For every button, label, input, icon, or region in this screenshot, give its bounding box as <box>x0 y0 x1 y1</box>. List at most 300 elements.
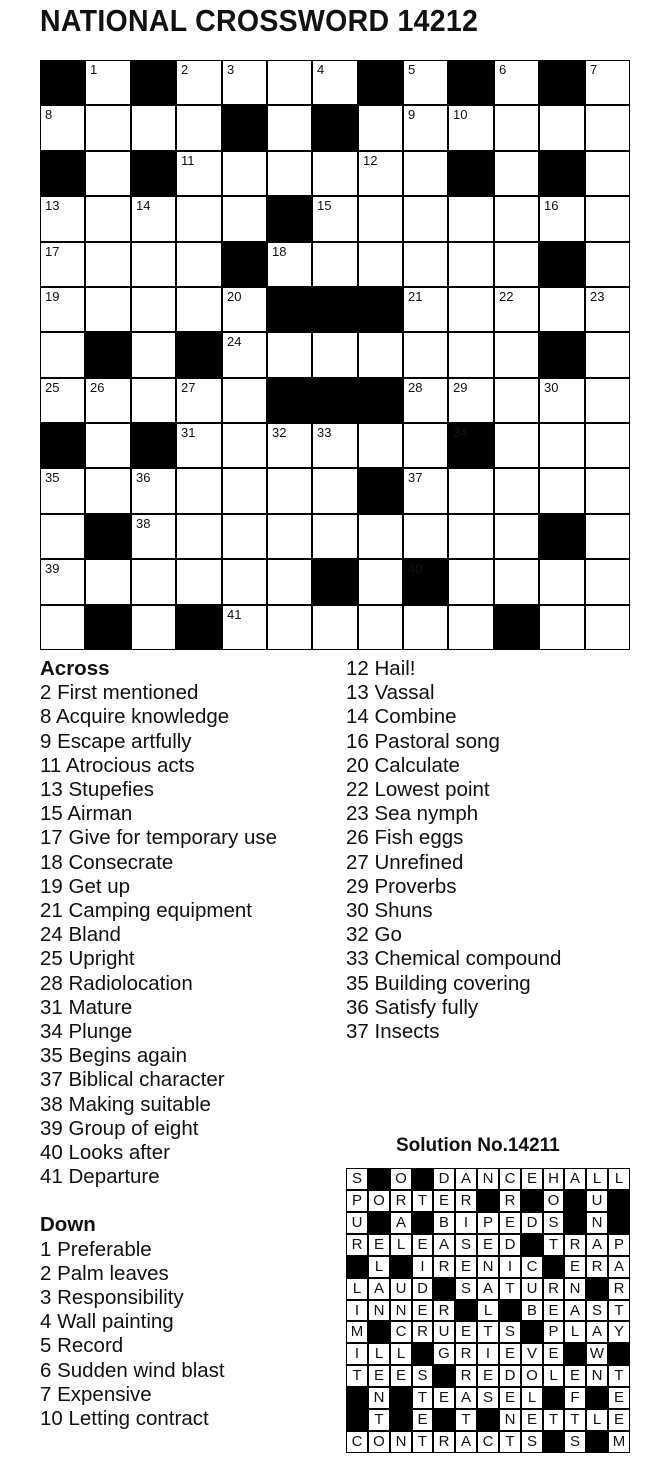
clue-number: 30 <box>544 380 559 395</box>
answer-square[interactable] <box>404 197 447 241</box>
solution-letter: I <box>478 1344 498 1364</box>
answer-square[interactable] <box>86 152 130 195</box>
solution-letter: I <box>456 1213 476 1233</box>
answer-square[interactable] <box>41 197 84 241</box>
solution-letter: L <box>347 1279 367 1299</box>
solution-letter: C <box>500 1169 520 1189</box>
answer-square[interactable] <box>313 424 357 467</box>
answer-square[interactable] <box>495 333 538 377</box>
black-square <box>449 424 493 467</box>
answer-square[interactable] <box>177 197 221 241</box>
answer-square[interactable] <box>586 469 629 513</box>
clue-item: 4 Wall painting <box>40 1310 174 1334</box>
black-square <box>132 424 175 467</box>
answer-square[interactable] <box>313 197 357 241</box>
solution-letter: N <box>500 1410 520 1430</box>
solution-letter: E <box>565 1257 585 1277</box>
answer-square[interactable] <box>586 243 629 286</box>
solution-letter: A <box>565 1301 585 1320</box>
black-square <box>132 152 175 195</box>
answer-square[interactable] <box>359 560 402 604</box>
answer-square[interactable] <box>86 379 130 422</box>
answer-square[interactable] <box>177 515 221 558</box>
answer-square[interactable] <box>540 606 584 649</box>
solution-letter: U <box>522 1279 542 1299</box>
answer-square[interactable] <box>132 243 175 286</box>
clue-item: 21 Camping equipment <box>40 899 252 923</box>
solution-letter: T <box>609 1301 629 1320</box>
clue-number: 36 <box>136 470 151 485</box>
black-square <box>86 606 130 649</box>
crossword-grid <box>40 60 630 650</box>
clue-column-left <box>40 657 277 1431</box>
answer-square[interactable] <box>449 515 493 558</box>
answer-square[interactable] <box>132 333 175 377</box>
clue-number: 21 <box>408 289 423 304</box>
solution-letter: E <box>478 1366 498 1386</box>
answer-square[interactable] <box>177 379 221 422</box>
solution-letter: R <box>500 1191 520 1211</box>
answer-square[interactable] <box>177 288 221 331</box>
answer-square[interactable] <box>268 469 311 513</box>
clue-number: 20 <box>227 289 242 304</box>
black-square <box>177 333 221 377</box>
answer-square[interactable] <box>495 560 538 604</box>
answer-square[interactable] <box>540 560 584 604</box>
solution-letter: E <box>369 1366 389 1386</box>
solution-letter: U <box>391 1279 411 1299</box>
answer-square[interactable] <box>495 515 538 558</box>
clue-number: 18 <box>272 244 287 259</box>
clue-item: 5 Record <box>40 1334 124 1358</box>
black-square <box>268 288 311 331</box>
answer-square[interactable] <box>41 560 84 604</box>
answer-square[interactable] <box>223 469 266 513</box>
solution-letter: W <box>587 1344 607 1364</box>
answer-square[interactable] <box>86 560 130 604</box>
solution-letter: I <box>500 1257 520 1277</box>
clue-item: 33 Chemical compound <box>346 947 562 971</box>
black-square <box>540 152 584 195</box>
solution-letter: T <box>500 1279 520 1299</box>
solution-letter: A <box>565 1169 585 1189</box>
solution-letter: V <box>522 1344 542 1364</box>
answer-square[interactable] <box>586 424 629 467</box>
answer-square[interactable] <box>86 243 130 286</box>
answer-square[interactable] <box>449 106 493 150</box>
answer-square[interactable] <box>313 152 357 195</box>
answer-square[interactable] <box>449 243 493 286</box>
solution-letter: L <box>369 1344 389 1364</box>
clue-number: 33 <box>317 425 332 440</box>
solution-letter: I <box>347 1301 367 1320</box>
black-square <box>359 469 402 513</box>
clue-number: 9 <box>408 107 416 122</box>
down-clue-list-continued <box>346 657 561 1044</box>
solution-letter: R <box>565 1235 585 1255</box>
answer-square[interactable] <box>586 152 629 195</box>
answer-square[interactable] <box>359 197 402 241</box>
answer-square[interactable] <box>268 606 311 649</box>
answer-square[interactable] <box>540 379 584 422</box>
black-square <box>449 152 493 195</box>
solution-letter: R <box>609 1279 629 1299</box>
answer-square[interactable] <box>41 243 84 286</box>
solution-letter: L <box>369 1257 389 1277</box>
solution-letter: C <box>391 1322 411 1342</box>
clue-number: 35 <box>45 470 60 485</box>
solution-letter: E <box>413 1235 432 1255</box>
solution-letter: T <box>413 1388 432 1408</box>
clue-number: 38 <box>136 516 151 531</box>
clue-number: 31 <box>181 425 196 440</box>
solution-letter: P <box>478 1213 498 1233</box>
solution-letter: A <box>456 1432 476 1452</box>
answer-square[interactable] <box>404 243 447 286</box>
answer-square[interactable] <box>41 379 84 422</box>
solution-letter: L <box>587 1169 607 1189</box>
answer-square[interactable] <box>586 515 629 558</box>
solution-letter: O <box>391 1169 411 1189</box>
answer-square[interactable] <box>449 560 493 604</box>
answer-square[interactable] <box>586 333 629 377</box>
black-square <box>177 606 221 649</box>
answer-square[interactable] <box>313 243 357 286</box>
solution-letter: T <box>565 1410 585 1430</box>
answer-square[interactable] <box>223 197 266 241</box>
answer-square[interactable] <box>223 379 266 422</box>
answer-square[interactable] <box>86 469 130 513</box>
answer-square[interactable] <box>223 606 266 649</box>
answer-square[interactable] <box>268 333 311 377</box>
answer-square[interactable] <box>495 197 538 241</box>
answer-square[interactable] <box>268 515 311 558</box>
solution-letter: E <box>456 1322 476 1342</box>
answer-square[interactable] <box>359 243 402 286</box>
solution-letter: E <box>391 1366 411 1386</box>
answer-square[interactable] <box>404 152 447 195</box>
solution-letter: A <box>587 1322 607 1342</box>
answer-square[interactable] <box>540 288 584 331</box>
answer-square[interactable] <box>41 515 84 558</box>
answer-square[interactable] <box>359 424 402 467</box>
answer-square[interactable] <box>268 424 311 467</box>
clue-number: 32 <box>272 425 287 440</box>
solution-letter: U <box>587 1191 607 1211</box>
solution-letter: P <box>609 1235 629 1255</box>
clue-item: 37 Insects <box>346 1020 440 1044</box>
clue-item: 19 Get up <box>40 874 131 898</box>
answer-square[interactable] <box>495 61 538 104</box>
answer-square[interactable] <box>449 379 493 422</box>
clue-item: 13 Vassal <box>346 681 435 705</box>
solution-letter: R <box>413 1322 432 1342</box>
solution-letter: E <box>456 1257 476 1277</box>
solution-letter: N <box>391 1301 411 1320</box>
answer-square[interactable] <box>495 106 538 150</box>
solution-letter: D <box>413 1279 432 1299</box>
answer-square[interactable] <box>132 288 175 331</box>
answer-square[interactable] <box>177 106 221 150</box>
clue-item: 23 Sea nymph <box>346 802 479 826</box>
answer-square[interactable] <box>177 152 221 195</box>
answer-square[interactable] <box>268 152 311 195</box>
black-square <box>41 152 84 195</box>
solution-letter: A <box>609 1257 629 1277</box>
clue-item: 36 Satisfy fully <box>346 995 479 1019</box>
clue-number: 8 <box>45 107 53 122</box>
clue-number: 22 <box>499 289 514 304</box>
clue-number: 16 <box>544 198 559 213</box>
answer-square[interactable] <box>41 288 84 331</box>
solution-letter: L <box>478 1301 498 1320</box>
answer-square[interactable] <box>359 106 402 150</box>
solution-letter: S <box>544 1213 563 1233</box>
black-square <box>540 243 584 286</box>
clue-number: 14 <box>136 198 151 213</box>
clue-item: 29 Proverbs <box>346 874 457 898</box>
clue-number: 19 <box>45 289 60 304</box>
answer-square[interactable] <box>177 61 221 104</box>
answer-square[interactable] <box>86 61 130 104</box>
solution-letter: S <box>522 1432 542 1452</box>
answer-square[interactable] <box>41 106 84 150</box>
answer-square[interactable] <box>132 606 175 649</box>
answer-square[interactable] <box>177 560 221 604</box>
solution-letter: E <box>434 1388 454 1408</box>
answer-square[interactable] <box>586 288 629 331</box>
answer-square[interactable] <box>268 243 311 286</box>
answer-square[interactable] <box>540 469 584 513</box>
solution-letter: A <box>391 1213 411 1233</box>
solution-letter: T <box>544 1235 563 1255</box>
clue-number: 40 <box>408 561 423 576</box>
clue-item: 18 Consecrate <box>40 850 174 874</box>
answer-square[interactable] <box>404 606 447 649</box>
answer-square[interactable] <box>41 606 84 649</box>
solution-letter: N <box>565 1279 585 1299</box>
answer-square[interactable] <box>359 152 402 195</box>
black-square <box>404 560 447 604</box>
answer-square[interactable] <box>404 333 447 377</box>
clue-number: 15 <box>317 198 332 213</box>
answer-square[interactable] <box>268 61 311 104</box>
answer-square[interactable] <box>223 333 266 377</box>
black-square <box>495 606 538 649</box>
solution-letter: E <box>413 1301 432 1320</box>
solution-letter: B <box>434 1213 454 1233</box>
answer-square[interactable] <box>449 606 493 649</box>
answer-square[interactable] <box>495 379 538 422</box>
black-square <box>41 61 84 104</box>
answer-square[interactable] <box>586 606 629 649</box>
answer-square[interactable] <box>404 515 447 558</box>
black-square <box>313 560 357 604</box>
solution-letter: R <box>544 1279 563 1299</box>
solution-letter: E <box>544 1301 563 1320</box>
answer-square[interactable] <box>495 288 538 331</box>
answer-square[interactable] <box>132 106 175 150</box>
answer-square[interactable] <box>540 197 584 241</box>
answer-square[interactable] <box>132 560 175 604</box>
answer-square[interactable] <box>404 61 447 104</box>
clue-number: 29 <box>453 380 468 395</box>
solution-letter: N <box>587 1366 607 1386</box>
answer-square[interactable] <box>404 424 447 467</box>
solution-letter: D <box>434 1169 454 1189</box>
answer-square[interactable] <box>313 61 357 104</box>
answer-square[interactable] <box>132 197 175 241</box>
clue-item: 30 Shuns <box>346 899 433 923</box>
solution-letter: L <box>565 1322 585 1342</box>
answer-square[interactable] <box>495 424 538 467</box>
answer-square[interactable] <box>404 469 447 513</box>
answer-square[interactable] <box>404 379 447 422</box>
clue-item: 32 Go <box>346 923 402 947</box>
answer-square[interactable] <box>449 333 493 377</box>
solution-letter: E <box>413 1410 432 1430</box>
answer-square[interactable] <box>86 288 130 331</box>
solution-letter: P <box>347 1191 367 1211</box>
clue-item: 28 Radiolocation <box>40 971 193 995</box>
solution-letter: T <box>609 1366 629 1386</box>
answer-square[interactable] <box>586 197 629 241</box>
solution-letter: E <box>500 1213 520 1233</box>
answer-square[interactable] <box>223 515 266 558</box>
answer-square[interactable] <box>359 333 402 377</box>
clue-number: 6 <box>499 62 507 77</box>
black-square <box>86 333 130 377</box>
clue-item: 31 Mature <box>40 995 133 1019</box>
solution-letter: T <box>544 1410 563 1430</box>
solution-letter: R <box>456 1366 476 1386</box>
answer-square[interactable] <box>268 560 311 604</box>
answer-square[interactable] <box>132 379 175 422</box>
solution-letter: E <box>544 1344 563 1364</box>
solution-letter: I <box>413 1257 432 1277</box>
clue-item: 10 Letting contract <box>40 1407 209 1431</box>
across-clue-list <box>40 681 277 1189</box>
clue-item: 12 Hail! <box>346 657 416 680</box>
solution-letter: T <box>500 1432 520 1452</box>
clue-item: 13 Stupefies <box>40 778 154 802</box>
answer-square[interactable] <box>223 424 266 467</box>
answer-square[interactable] <box>404 106 447 150</box>
black-square <box>268 197 311 241</box>
answer-square[interactable] <box>449 288 493 331</box>
answer-square[interactable] <box>540 106 584 150</box>
solution-letter: D <box>522 1213 542 1233</box>
clue-item: 8 Acquire knowledge <box>40 705 230 729</box>
answer-square[interactable] <box>177 243 221 286</box>
solution-letter: N <box>391 1432 411 1452</box>
clue-number: 12 <box>363 153 378 168</box>
answer-square[interactable] <box>132 469 175 513</box>
solution-letter: S <box>413 1366 432 1386</box>
answer-square[interactable] <box>223 288 266 331</box>
clue-item: 25 Upright <box>40 947 135 971</box>
answer-square[interactable] <box>177 469 221 513</box>
black-square <box>313 379 357 422</box>
solution-letter: E <box>609 1410 629 1430</box>
clue-number: 37 <box>408 470 423 485</box>
solution-letter: C <box>522 1257 542 1277</box>
clue-item: 41 Departure <box>40 1165 160 1189</box>
solution-letter: O <box>369 1432 389 1452</box>
clue-number: 34 <box>453 425 468 440</box>
black-square <box>540 333 584 377</box>
black-square <box>86 515 130 558</box>
answer-square[interactable] <box>586 379 629 422</box>
answer-square[interactable] <box>495 152 538 195</box>
answer-square[interactable] <box>177 424 221 467</box>
black-square <box>41 424 84 467</box>
clue-item: 34 Plunge <box>40 1020 133 1044</box>
solution-letter: S <box>500 1322 520 1342</box>
solution-letter: R <box>456 1344 476 1364</box>
answer-square[interactable] <box>449 197 493 241</box>
answer-square[interactable] <box>359 606 402 649</box>
solution-letter: E <box>434 1191 454 1211</box>
answer-square[interactable] <box>223 61 266 104</box>
solution-letter: A <box>456 1388 476 1408</box>
clue-item: 2 First mentioned <box>40 681 199 705</box>
solution-letter: L <box>391 1344 411 1364</box>
solution-letter: T <box>478 1322 498 1342</box>
clue-item: 14 Combine <box>346 705 457 729</box>
solution-letter: R <box>434 1257 454 1277</box>
answer-square[interactable] <box>41 469 84 513</box>
answer-square[interactable] <box>449 469 493 513</box>
clue-item: 37 Biblical character <box>40 1068 225 1092</box>
answer-square[interactable] <box>404 288 447 331</box>
answer-square[interactable] <box>586 106 629 150</box>
answer-square[interactable] <box>586 560 629 604</box>
clue-item: 9 Escape artfully <box>40 729 192 753</box>
answer-square[interactable] <box>86 424 130 467</box>
solution-letter: F <box>565 1388 585 1408</box>
answer-square[interactable] <box>313 606 357 649</box>
black-square <box>540 515 584 558</box>
solution-letter: A <box>434 1235 454 1255</box>
answer-square[interactable] <box>86 106 130 150</box>
clue-number: 1 <box>90 62 98 77</box>
answer-square[interactable] <box>313 333 357 377</box>
answer-square[interactable] <box>495 243 538 286</box>
answer-square[interactable] <box>223 560 266 604</box>
clue-item: 2 Palm leaves <box>40 1261 169 1285</box>
solution-letter: L <box>544 1366 563 1386</box>
answer-square[interactable] <box>495 469 538 513</box>
answer-square[interactable] <box>586 61 629 104</box>
answer-square[interactable] <box>223 152 266 195</box>
answer-square[interactable] <box>268 106 311 150</box>
answer-square[interactable] <box>132 515 175 558</box>
answer-square[interactable] <box>540 424 584 467</box>
solution-letter: S <box>456 1279 476 1299</box>
solution-letter: M <box>347 1322 367 1342</box>
solution-letter: R <box>587 1257 607 1277</box>
solution-letter: E <box>522 1169 542 1189</box>
clue-item: 15 Airman <box>40 802 133 826</box>
answer-square[interactable] <box>41 333 84 377</box>
answer-square[interactable] <box>313 515 357 558</box>
solution-letter: E <box>609 1388 629 1408</box>
answer-square[interactable] <box>359 515 402 558</box>
answer-square[interactable] <box>86 197 130 241</box>
black-square <box>223 106 266 150</box>
answer-square[interactable] <box>313 469 357 513</box>
